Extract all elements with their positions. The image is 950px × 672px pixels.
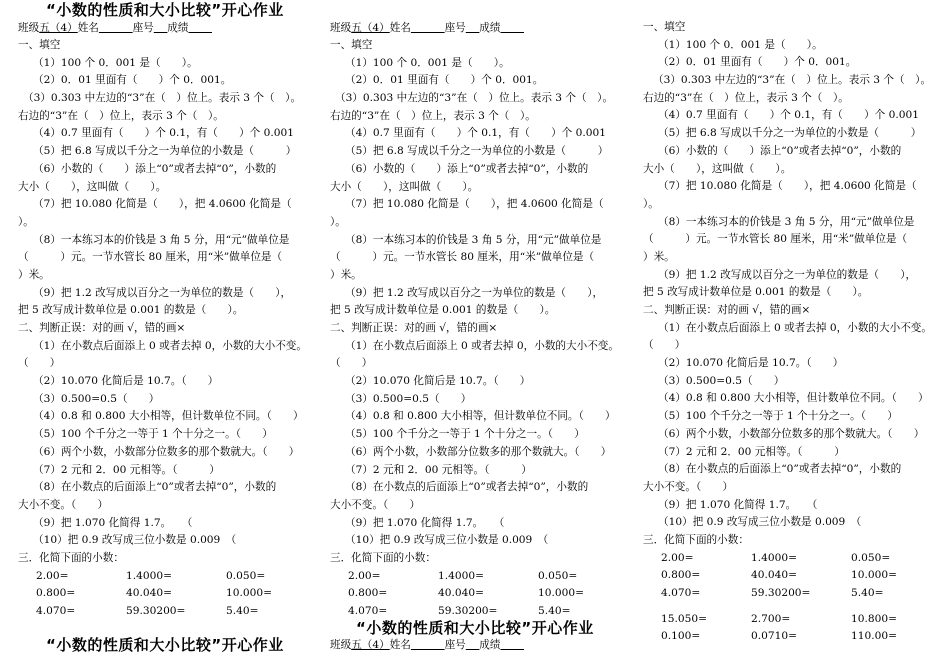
fill-item: （3）0.303 中左边的“3”在（ ）位上。表示 3 个（ ）。 (653, 74, 932, 87)
fill-item: 右边的“3”在（ ）位上，表示 3 个（ ）。 (330, 109, 536, 122)
fill-item: （2）0．01 里面有（ ）个 0．001。 (658, 56, 857, 69)
fill-item: （ ）元。一节水管长 80 厘米，用“米”做单位是（ (18, 251, 283, 264)
simplify-item: 0.0710= (751, 630, 797, 643)
section-fill-heading: 一、填空 (330, 39, 373, 51)
seat-blank (466, 22, 479, 34)
simplify-row (330, 568, 632, 586)
fill-item: （7）把 10.080 化简是（ ），把 4.0600 化简是（ (33, 198, 292, 211)
name-blank (411, 639, 445, 651)
simplify-item: 40.040= (438, 587, 484, 600)
judge-item: （10）把 0.9 改写成三位小数是 0.009 （ (345, 534, 549, 547)
fill-item: （9）把 1.2 改写成以百分之一为单位的数是（ ）， (33, 286, 292, 299)
worksheet-title-repeat: “小数的性质和大小比较”开心作业 (46, 636, 284, 654)
worksheet-title-repeat: “小数的性质和大小比较”开心作业 (356, 619, 594, 637)
fill-item: （6）小数的（ ）添上“0”或者去掉“0”，小数的 (658, 144, 902, 157)
judge-item: 大小不变。（ ） (330, 498, 421, 511)
simplify-row (18, 568, 318, 586)
name-blank (411, 22, 445, 34)
simplify-item: 10.800= (851, 612, 897, 625)
fill-item: （6）小数的（ ）添上“0”或者去掉“0”，小数的 (345, 162, 589, 175)
section-judge-heading: 二、判断正误：对的画 √，错的画× (330, 322, 498, 334)
judge-item: （5）100 个千分之一等于 1 个十分之一。（ ） (658, 410, 898, 423)
section-fill-heading: 一、填空 (18, 39, 61, 51)
section-judge-heading: 二、判断正误：对的画 √，错的画× (643, 304, 811, 316)
judge-item: （7）2 元和 2．00 元相等。（ ） (345, 463, 532, 476)
judge-item: （7）2 元和 2．00 元相等。（ ） (658, 445, 845, 458)
judge-item: （3）0.500=0.5（ ） (345, 392, 472, 405)
simplify-item: 0.050= (226, 569, 266, 582)
judge-item: （2）10.070 化简后是 10.7。（ ） (345, 375, 531, 388)
simplify-item: 5.40= (538, 605, 571, 617)
judge-item: （9）把 1.070 化简得 1.7。 （ (345, 516, 505, 529)
simplify-item: 1.4000= (438, 569, 484, 582)
name-label: 姓名 (389, 639, 411, 651)
fill-item: 右边的“3”在（ ）位上，表示 3 个（ ）。 (18, 109, 224, 122)
judge-item: （9）把 1.070 化简得 1.7。 （ (33, 516, 193, 529)
class-value: 五（4） (351, 639, 390, 651)
fill-item: （5）把 6.8 写成以千分之一为单位的小数是（ ） (345, 145, 609, 158)
simplify-item: 4.070= (36, 605, 76, 617)
fill-item: （7）把 10.080 化简是（ ），把 4.0600 化简是（ (345, 198, 604, 211)
fill-item: ）。 (643, 197, 659, 210)
section-judge-heading: 二、判断正误：对的画 √，错的画× (18, 322, 186, 334)
worksheet-column-1 (18, 0, 318, 621)
student-info-line-repeat (330, 637, 524, 652)
simplify-item: 0.100= (661, 630, 701, 643)
fill-item: （1）100 个 0．001 是（ ）。 (33, 56, 198, 69)
section-fill-heading: 一、填空 (643, 21, 686, 33)
simplify-item: 15.050= (661, 612, 707, 625)
simplify-item: 110.00= (851, 630, 897, 643)
fill-item: 把 5 改写成计数单位是 0.001 的数是（ ）。 (18, 304, 244, 317)
judge-item: （10）把 0.9 改写成三位小数是 0.009 （ (658, 516, 862, 529)
simplify-item: 2.00= (661, 551, 694, 564)
simplify-item: 0.800= (348, 587, 388, 600)
fill-item: （1）100 个 0．001 是（ ）。 (345, 56, 510, 69)
fill-item: （7）把 10.080 化简是（ ），把 4.0600 化简是（ (658, 180, 917, 193)
score-blank (188, 22, 212, 34)
judge-item: （1）在小数点后面添上 0 或者去掉 0，小数的大小不变。 (658, 321, 932, 334)
worksheet-column-3 (643, 0, 943, 646)
simplify-item: 1.4000= (751, 551, 797, 564)
simplify-item: 10.000= (538, 587, 584, 600)
fill-item: （9）把 1.2 改写成以百分之一为单位的数是（ ）， (658, 268, 917, 281)
judge-item: （1）在小数点后面添上 0 或者去掉 0，小数的大小不变。 (345, 339, 619, 352)
class-label: 班级 (330, 639, 352, 651)
judge-item: （9）把 1.070 化简得 1.7。 （ (658, 498, 818, 511)
class-value: 五（4） (39, 22, 78, 34)
fill-item: ）。 (18, 215, 34, 228)
simplify-item: 2.00= (348, 569, 381, 582)
simplify-item: 2.700= (751, 612, 791, 625)
section-simplify-heading: 三．化简下面的小数： (18, 551, 124, 564)
class-label: 班级 (18, 22, 40, 34)
judge-item: （7）2 元和 2．00 元相等。（ ） (33, 463, 220, 476)
name-label: 姓名 (389, 22, 411, 34)
fill-item: 把 5 改写成计数单位是 0.001 的数是（ ）。 (643, 286, 869, 299)
class-value: 五（4） (351, 22, 390, 34)
simplify-row (18, 603, 318, 621)
simplify-row (643, 628, 943, 646)
fill-item: （8）一本练习本的价钱是 3 角 5 分，用“元”做单位是 (345, 233, 602, 246)
judge-item: （2）10.070 化简后是 10.7。（ ） (658, 357, 844, 370)
simplify-item: 5.40= (851, 587, 884, 599)
judge-item: （10）把 0.9 改写成三位小数是 0.009 （ (33, 534, 237, 547)
simplify-item: 10.000= (226, 587, 272, 600)
judge-item: （5）100 个千分之一等于 1 个十分之一。（ ） (345, 428, 585, 441)
simplify-row (18, 585, 318, 603)
fill-item: ）米。 (18, 268, 50, 281)
judge-item: （4）0.8 和 0.800 大小相等，但计数单位不同。（ ） (658, 392, 929, 405)
judge-item: （1）在小数点后面添上 0 或者去掉 0，小数的大小不变。 (33, 339, 307, 352)
score-blank (500, 639, 524, 651)
judge-item: （6）两个小数，小数部分位数多的那个数就大。（ ） (33, 445, 300, 458)
fill-item: （ ）元。一节水管长 80 厘米，用“米”做单位是（ (330, 251, 595, 264)
simplify-item: 40.040= (751, 569, 797, 582)
fill-item: ）米。 (643, 250, 675, 263)
judge-item: （4）0.8 和 0.800 大小相等，但计数单位不同。（ ） (345, 410, 616, 423)
fill-item: 大小（ ），这叫做（ ）。 (330, 180, 479, 193)
simplify-item: 4.070= (348, 605, 388, 617)
fill-item: 大小（ ），这叫做（ ）。 (18, 180, 167, 193)
judge-item: （8）在小数点的后面添上“0”或者去掉“0”，小数的 (658, 463, 902, 476)
score-blank (500, 22, 524, 34)
class-label: 班级 (330, 22, 352, 34)
seat-blank (154, 22, 167, 34)
simplify-row (643, 611, 943, 629)
simplify-item: 0.800= (661, 569, 701, 582)
simplify-item: 59.30200= (126, 605, 186, 617)
judge-item: （3）0.500=0.5（ ） (658, 374, 785, 387)
judge-item: （4）0.8 和 0.800 大小相等，但计数单位不同。（ ） (33, 410, 304, 423)
fill-item: 大小（ ），这叫做（ ）。 (643, 162, 792, 175)
fill-item: ）米。 (330, 268, 362, 281)
simplify-item: 10.000= (851, 569, 897, 582)
seat-blank (466, 639, 479, 651)
seat-label: 座号 (444, 22, 466, 34)
fill-item: （3）0.303 中左边的“3”在（ ）位上。表示 3 个（ ）。 (335, 92, 614, 105)
judge-item: （6）两个小数，小数部分位数多的那个数就大。（ ） (345, 445, 612, 458)
judge-item: （ ） (643, 339, 686, 352)
fill-item: （4）0.7 里面有（ ）个 0.1，有（ ）个 0.001 (33, 127, 294, 140)
simplify-item: 59.30200= (751, 587, 811, 599)
fill-item: （3）0.303 中左边的“3”在（ ）位上。表示 3 个（ ）。 (23, 92, 302, 105)
simplify-item: 2.00= (36, 569, 69, 582)
simplify-item: 4.070= (661, 587, 701, 599)
fill-item: （2）0．01 里面有（ ）个 0．001。 (33, 74, 232, 87)
judge-item: （3）0.500=0.5（ ） (33, 392, 160, 405)
score-label: 成绩 (479, 639, 501, 651)
judge-item: （5）100 个千分之一等于 1 个十分之一。（ ） (33, 428, 273, 441)
fill-item: ）。 (330, 215, 346, 228)
section-simplify-heading: 三．化简下面的小数： (330, 551, 436, 564)
seat-label: 座号 (132, 22, 154, 34)
fill-item: （2）0．01 里面有（ ）个 0．001。 (345, 74, 544, 87)
fill-item: （4）0.7 里面有（ ）个 0.1，有（ ）个 0.001 (345, 127, 606, 140)
fill-item: （6）小数的（ ）添上“0”或者去掉“0”，小数的 (33, 162, 277, 175)
fill-item: （5）把 6.8 写成以千分之一为单位的小数是（ ） (33, 145, 297, 158)
fill-item: （4）0.7 里面有（ ）个 0.1，有（ ）个 0.001 (658, 109, 919, 122)
worksheet-column-2 (330, 0, 632, 621)
judge-item: 大小不变。（ ） (18, 498, 109, 511)
name-label: 姓名 (77, 22, 99, 34)
name-blank (99, 22, 133, 34)
fill-item: （8）一本练习本的价钱是 3 角 5 分，用“元”做单位是 (33, 233, 290, 246)
judge-item: （ ） (330, 357, 373, 370)
fill-item: （9）把 1.2 改写成以百分之一为单位的数是（ ）， (345, 286, 604, 299)
fill-item: （8）一本练习本的价钱是 3 角 5 分，用“元”做单位是 (658, 215, 915, 228)
score-label: 成绩 (167, 22, 189, 34)
simplify-item: 5.40= (226, 605, 259, 617)
judge-item: 大小不变。（ ） (643, 480, 734, 493)
simplify-item: 1.4000= (126, 569, 172, 582)
fill-item: （ ）元。一节水管长 80 厘米，用“米”做单位是（ (643, 233, 908, 246)
simplify-row (643, 567, 943, 585)
judge-item: （ ） (18, 357, 61, 370)
simplify-row (330, 585, 632, 603)
judge-item: （8）在小数点的后面添上“0”或者去掉“0”，小数的 (33, 481, 277, 494)
simplify-item: 0.800= (36, 587, 76, 600)
fill-item: 把 5 改写成计数单位是 0.001 的数是（ ）。 (330, 304, 556, 317)
judge-item: （2）10.070 化简后是 10.7。（ ） (33, 375, 219, 388)
simplify-item: 40.040= (126, 587, 172, 600)
section-simplify-heading: 三．化简下面的小数： (643, 533, 749, 546)
simplify-item: 0.050= (851, 551, 891, 564)
fill-item: （1）100 个 0．001 是（ ）。 (658, 38, 823, 51)
simplify-row (643, 550, 943, 568)
simplify-item: 59.30200= (438, 605, 498, 617)
simplify-row (643, 585, 943, 603)
score-label: 成绩 (479, 22, 501, 34)
fill-item: （5）把 6.8 写成以千分之一为单位的小数是（ ） (658, 127, 922, 140)
judge-item: （8）在小数点的后面添上“0”或者去掉“0”，小数的 (345, 481, 589, 494)
seat-label: 座号 (444, 639, 466, 651)
judge-item: （6）两个小数，小数部分位数多的那个数就大。（ ） (658, 427, 925, 440)
fill-item: 右边的“3”在（ ）位上，表示 3 个（ ）。 (643, 91, 849, 104)
simplify-item: 0.050= (538, 569, 578, 582)
worksheet-title: “小数的性质和大小比较”开心作业 (46, 1, 284, 19)
student-info-line (330, 20, 632, 37)
student-info-line (18, 20, 318, 37)
